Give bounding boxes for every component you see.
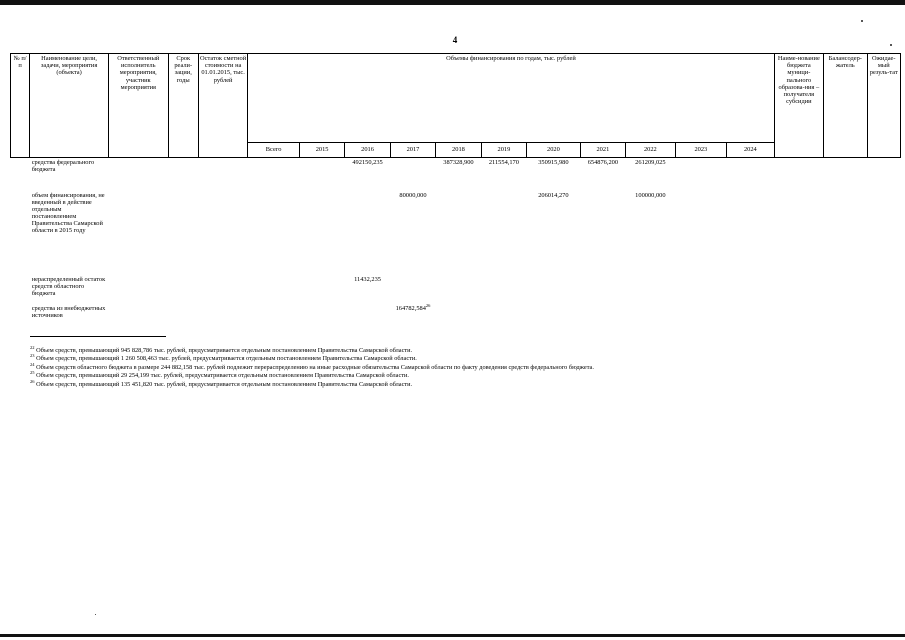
cell-value [527, 275, 581, 304]
footnote [30, 372, 890, 380]
header-expected: Ожидае-мый резуль-тат [867, 54, 900, 158]
footnotes [30, 344, 890, 389]
footnote-ref: 26 [425, 302, 431, 308]
cell-value [248, 158, 300, 191]
cell-value [626, 275, 675, 304]
header-year-2020: 2020 [527, 143, 581, 158]
cell-value: 211554,170 [488, 159, 519, 166]
cell-value [299, 191, 344, 275]
scan-speck [861, 20, 863, 22]
header-year-2016: 2016 [345, 143, 390, 158]
cell-value: 261209,025 [635, 159, 666, 166]
cell-value [299, 158, 344, 191]
table-row [11, 158, 901, 191]
cell-value [345, 304, 390, 334]
header-year-2024: 2024 [727, 143, 775, 158]
page-number: 4 [452, 35, 458, 45]
cell-value: 80000,000 [399, 191, 427, 199]
cell-value: 492150,235 [352, 159, 383, 166]
header-term: Срок реали-зации, годы [168, 54, 198, 158]
cell-value [436, 275, 481, 304]
cell-value: 206014,270 [538, 191, 569, 199]
cell-value [675, 191, 727, 275]
cell-value: 100000,000 [635, 191, 666, 199]
table-row [11, 275, 901, 304]
cell-value [436, 304, 481, 334]
footnote-text: Объем средств, превышающий 1 260 508,463 тыс. рублей, предусматривается отдельным постановлением Правительства Самарской области. [36, 355, 417, 363]
cell-value [727, 191, 775, 275]
row-label: объем финансирования, не введенный в действие отдельным постановлением Правительства Самарской области в 2015 году [31, 191, 105, 235]
header-responsible: Ответственный исполнитель мероприятия, участник мероприятия [108, 54, 168, 158]
row-label: средства федерального бюджета [31, 159, 95, 174]
footnote [30, 378, 890, 389]
cell-value: 654876,200 [587, 159, 619, 166]
cell-value [727, 275, 775, 304]
cell-value [299, 304, 344, 334]
header-year-2022: 2022 [626, 143, 675, 158]
footnote [30, 355, 890, 363]
footnote-number: 22 [30, 344, 35, 350]
cell-value [390, 304, 435, 334]
footnote-text: Объем средств областного бюджета в размере 244 882,158 тыс. рублей подлежит перераспределению на иные расходные обязательства Самарской области по факту доведения средств федерального бюджета. [36, 363, 594, 371]
cell-value [248, 304, 300, 334]
footnote-text: Объем средств, превышающий 29 254,199 тыс. рублей, предусматривается отдельным постановлением Правительства Самарской области. [36, 372, 409, 380]
header-name: Наименование цели, задачи, мероприятия (объекта) [30, 54, 109, 158]
cell-value [248, 275, 300, 304]
cell-value [481, 275, 526, 304]
cell-value [248, 191, 300, 275]
header-year-2019: 2019 [481, 143, 526, 158]
footnote-text: Объем средств, превышающий 135 451,820 тыс. рублей, предусматривается отдельным постановлением Правительства Самарской области. [36, 380, 413, 388]
header-num: № п/п [11, 54, 30, 158]
table-row [11, 191, 901, 275]
cell-value [580, 191, 625, 275]
cell-value [436, 191, 481, 275]
header-funding-group: Объемы финансирования по годам, тыс. рублей [248, 54, 774, 143]
footnote-number: 24 [30, 361, 35, 367]
header-municipality: Наиме-нование бюджета муници-пального образова-ния – получателя субсидии [774, 54, 823, 158]
cell-value [727, 158, 775, 191]
header-year-2023: 2023 [675, 143, 727, 158]
footnote [30, 361, 890, 372]
cell-value [675, 304, 727, 334]
cell-value [481, 304, 526, 334]
cell-value [299, 275, 344, 304]
footnote-number: 23 [30, 353, 35, 359]
cell-value [626, 304, 675, 334]
cell-value [727, 304, 775, 334]
cell-value-text: 164782,584 [395, 304, 426, 312]
footnote-separator [30, 336, 166, 337]
cell-value [390, 275, 435, 304]
cell-value [675, 158, 727, 191]
cell-value: 11432,235 [354, 275, 381, 283]
header-holder: Балансодер-жатель [824, 54, 867, 158]
cell-value [580, 275, 625, 304]
bottom-border-rule [0, 634, 905, 637]
scan-speck [95, 614, 96, 615]
cell-value [481, 191, 526, 275]
cell-value [345, 191, 390, 275]
row-label: нераспределенный остаток средств областного бюджета [31, 275, 106, 297]
scan-speck [890, 44, 892, 46]
header-year-2018: 2018 [436, 143, 481, 158]
cell-value [527, 304, 581, 334]
cell-value [580, 304, 625, 334]
row-label: средства из внебюджетных источников [31, 304, 106, 319]
header-year-2017: 2017 [390, 143, 435, 158]
cell-value [390, 158, 435, 191]
footnote-number: 25 [30, 370, 35, 376]
top-border-rule [0, 0, 905, 5]
header-balance: Остаток сметной стоимости на 01.01.2015, тыс. рублей [198, 54, 247, 158]
header-year-total: Всего [248, 143, 300, 158]
cell-value: 350915,980 [538, 159, 569, 166]
table-row [11, 304, 901, 334]
cell-value: 387328,900 [443, 159, 474, 166]
header-year-2015: 2015 [299, 143, 344, 158]
financing-table [10, 53, 901, 334]
footnote-number: 26 [30, 378, 35, 384]
header-year-2021: 2021 [580, 143, 625, 158]
cell-value [675, 275, 727, 304]
footnote-text: Объем средств, превышающий 945 828,786 тыс. рублей, предусматривается отдельным постановлением Правительства Самарской области. [36, 347, 413, 354]
